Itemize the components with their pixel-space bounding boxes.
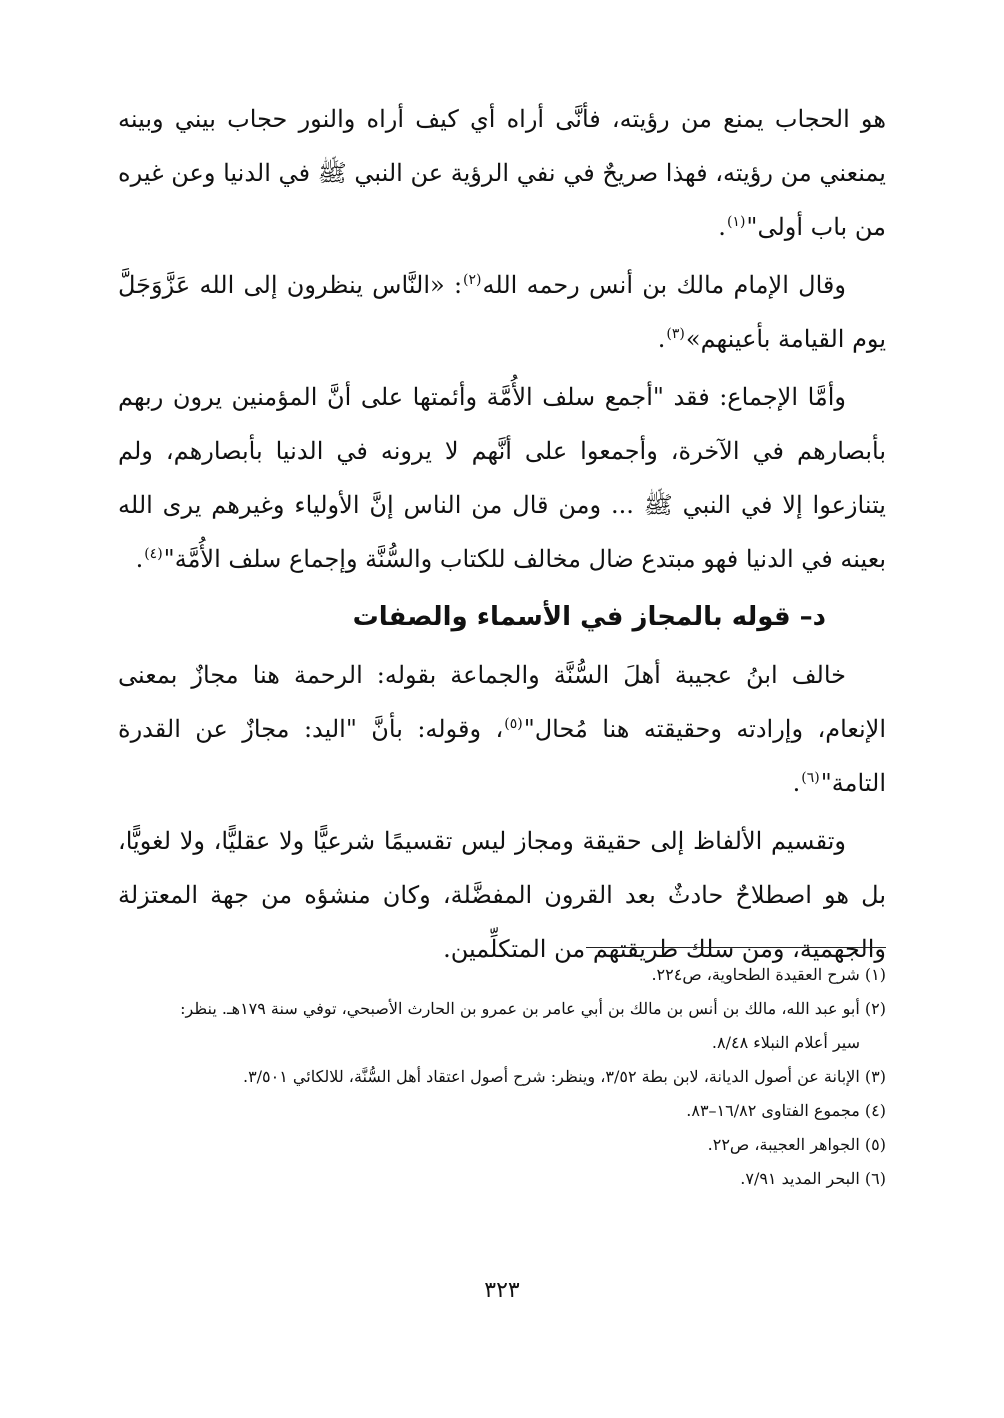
- footnote-ref-5[interactable]: (٥): [504, 716, 523, 732]
- paragraph-2: [118, 258, 886, 366]
- footnote-number: (٥): [864, 1135, 886, 1154]
- paragraph-3: [118, 370, 886, 586]
- page-number: ٣٢٣: [484, 1278, 520, 1303]
- footnote-2: [118, 992, 886, 1060]
- paragraph-3-end: .: [135, 545, 144, 573]
- footnote-ref-4[interactable]: (٤): [144, 546, 163, 562]
- footnote-text: البحر المديد ٧/٩١.: [740, 1169, 860, 1188]
- footnote-ref-2[interactable]: (٢): [463, 272, 482, 288]
- footnote-ref-3[interactable]: (٣): [666, 326, 685, 342]
- footnote-ref-1[interactable]: (١): [726, 214, 746, 230]
- paragraph-4-text: خالف ابنُ عجيبة أهلَ السُّنَّة والجماعة بقوله: الرحمة هنا مجازٌ بمعنى الإنعام، وإرادته وحقيقته هنا مُحال": [118, 661, 887, 743]
- footnotes: [118, 958, 886, 1196]
- footnote-5: [118, 1128, 886, 1162]
- section-heading: د– قوله بالمجاز في الأسماء والصفات: [352, 602, 826, 632]
- main-text: [118, 92, 886, 980]
- paragraph-4: [118, 648, 886, 810]
- paragraph-1-text: هو الحجاب يمنع من رؤيته، فأنَّى أراه أي كيف أراه والنور حجاب بيني وبينه يمنعني من رؤيته، فهذا صريحٌ في نفي الرؤية عن النبي ﷺ في الدنيا وعن غيره من باب أولى": [118, 105, 886, 241]
- footnote-4: [118, 1094, 886, 1128]
- footnote-number: (٤): [864, 1101, 886, 1120]
- footnote-text: أبو عبد الله، مالك بن أنس بن مالك بن أبي عامر بن عمرو بن الحارث الأصبحي، توفي سنة ١٧٩هـ. ينظر:: [180, 999, 860, 1018]
- footnote-number: (٦): [864, 1169, 886, 1188]
- footnote-1: [118, 958, 886, 992]
- paragraph-5: [118, 814, 886, 976]
- paragraph-2-text: وقال الإمام مالك بن أنس رحمه الله: [482, 271, 846, 299]
- footnote-text: مجموع الفتاوى ١٦/٨٢–٨٣.: [686, 1101, 860, 1120]
- paragraph-2-end: .: [657, 325, 666, 353]
- footnote-3: [118, 1060, 886, 1094]
- footnote-separator: [586, 947, 886, 948]
- footnote-ref-6[interactable]: (٦): [801, 770, 820, 786]
- footnote-text: الجواهر العجيبة، ص٢٢.: [707, 1135, 860, 1154]
- paragraph-4-end: .: [792, 769, 801, 797]
- footnote-number: (٣): [864, 1067, 886, 1086]
- paragraph-3-text: وأمَّا الإجماع: فقد "أجمع سلف الأُمَّة وأئمتها على أنَّ المؤمنين يرون ربهم بأبصارهم في الآخرة، وأجمعوا على أنَّهم لا يرونه في الدنيا بأبصارهم، ولم يتنازعوا إلا في النبي ﷺ ... ومن قال من الناس إنَّ الأولياء وغيرهم يرى الله بعينه في الدنيا فهو مبتدع ضال مخالف للكتاب والسُّنَّة وإجماع سلف الأُمَّة": [118, 383, 886, 573]
- paragraph-4-quote: ، وقوله: بأنَّ "اليد: مجازٌ عن القدرة التامة": [118, 715, 886, 797]
- footnote-text: الإبانة عن أصول الديانة، لابن بطة ٣/٥٢، وينظر: شرح أصول اعتقاد أهل السُّنَّة، للالكائي ٣/٥٠١.: [242, 1067, 860, 1086]
- footnote-6: [118, 1162, 886, 1196]
- footnote-text: شرح العقيدة الطحاوية، ص٢٢٤.: [651, 965, 860, 984]
- footnote-number: (٢): [864, 999, 886, 1018]
- paragraph-1: [118, 92, 886, 254]
- footnote-number: (١): [864, 965, 886, 984]
- footnote-text-continued: سير أعلام النبلاء ٨/٤٨.: [711, 1033, 860, 1052]
- paragraph-5-text: وتقسيم الألفاظ إلى حقيقة ومجاز ليس تقسيمًا شرعيًّا ولا عقليًّا، ولا لغويًّا، بل هو اصطلاحٌ حادثٌ بعد القرون المفضَّلة، وكان منشؤه من جهة المعتزلة والجهمية، ومن سلك طريقتهم من المتكلِّمين.: [118, 827, 886, 963]
- paragraph-1-end: .: [718, 213, 726, 241]
- paragraph-2-quote: : «النَّاس ينظرون إلى الله عَزَّوَجَلَّ يوم القيامة بأعينهم»: [118, 271, 886, 353]
